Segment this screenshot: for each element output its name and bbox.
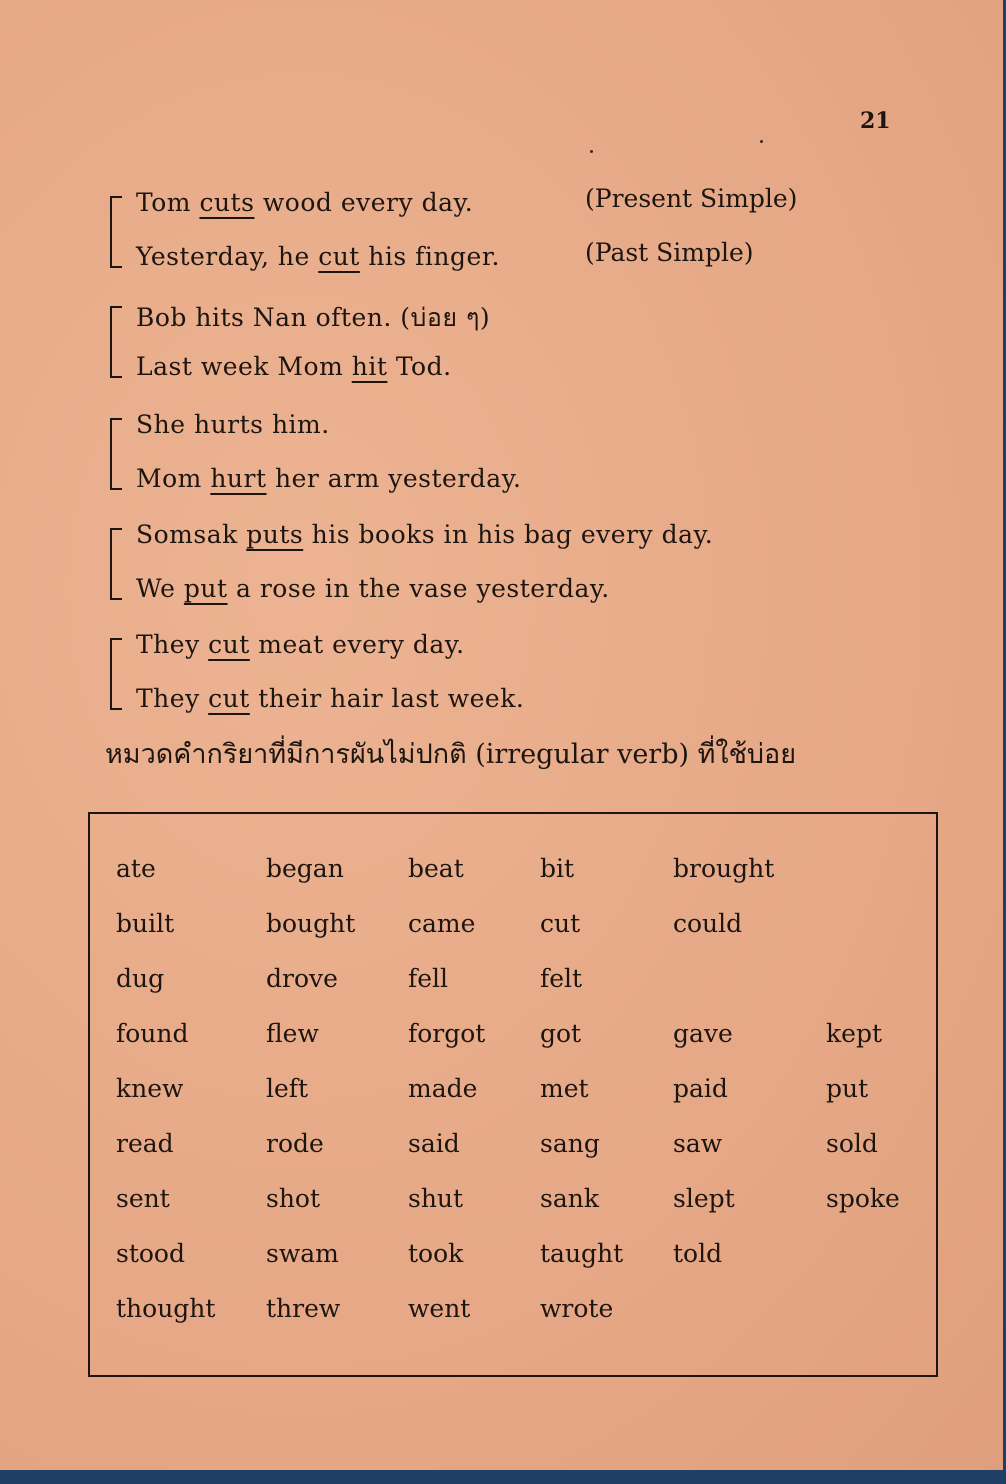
paper-speck	[590, 150, 593, 153]
verb-cell: swam	[266, 1239, 339, 1268]
example-sentence: She hurts him.	[136, 410, 330, 439]
verb-cell: shut	[408, 1184, 464, 1213]
verb-cell: began	[266, 854, 344, 883]
verb-cell: saw	[673, 1129, 723, 1158]
verb-cell: took	[408, 1239, 464, 1268]
verb-cell: drove	[266, 964, 338, 993]
verb-cell: made	[408, 1074, 478, 1103]
verb-cell: kept	[826, 1019, 882, 1048]
verb-cell: could	[673, 909, 743, 938]
example-pair-2	[110, 298, 830, 380]
paper-speck	[760, 140, 763, 143]
verb-cell: rode	[266, 1129, 324, 1158]
example-sentence: We put a rose in the vase yesterday.	[136, 574, 610, 603]
example-sentence: Yesterday, he cut his finger.	[136, 242, 500, 271]
verb-cell: sank	[540, 1184, 599, 1213]
verb-cell: slept	[673, 1184, 735, 1213]
bracket	[110, 418, 122, 490]
example-pair-3	[110, 410, 830, 492]
verb-cell: sent	[116, 1184, 170, 1213]
verb-cell: shot	[266, 1184, 321, 1213]
verb-cell: bit	[540, 854, 575, 883]
verb-cell: cut	[540, 909, 581, 938]
bracket	[110, 638, 122, 710]
irregular-verb-table	[88, 812, 938, 1377]
verb-cell: dug	[116, 964, 165, 993]
verb-cell: spoke	[826, 1184, 900, 1213]
verb-cell: sang	[540, 1129, 600, 1158]
verb-cell: paid	[673, 1074, 728, 1103]
verb-cell: gave	[673, 1019, 733, 1048]
verb-cell: felt	[540, 964, 583, 993]
verb-cell: told	[673, 1239, 723, 1268]
verb-cell: left	[266, 1074, 309, 1103]
verb-cell: brought	[673, 854, 775, 883]
verb-cell: found	[116, 1019, 189, 1048]
verb-cell: taught	[540, 1239, 624, 1268]
tense-label: (Past Simple)	[585, 238, 754, 267]
verb-cell: read	[116, 1129, 174, 1158]
verb-cell: flew	[266, 1019, 319, 1048]
verb-cell: got	[540, 1019, 582, 1048]
verb-cell: beat	[408, 854, 464, 883]
verb-cell: wrote	[540, 1294, 614, 1323]
tense-label: (Present Simple)	[585, 184, 798, 213]
example-pair-1	[110, 184, 830, 271]
example-sentence: Bob hits Nan often. (บ่อย ๆ)	[136, 303, 491, 332]
verb-cell: ate	[116, 854, 156, 883]
verb-cell: sold	[826, 1129, 878, 1158]
example-sentence: They cut meat every day.	[136, 630, 465, 659]
verb-cell: went	[408, 1294, 471, 1323]
example-sentence: Mom hurt her arm yesterday.	[136, 464, 522, 493]
verb-cell: fell	[408, 964, 449, 993]
verb-cell: bought	[266, 909, 356, 938]
verb-cell: forgot	[408, 1019, 486, 1048]
example-sentence: Last week Mom hit Tod.	[136, 352, 452, 381]
example-sentence: Somsak puts his books in his bag every day.	[136, 520, 714, 549]
example-pair-5	[110, 630, 830, 712]
example-pair-4	[110, 520, 830, 602]
example-sentence: Tom cuts wood every day.	[136, 188, 474, 217]
verb-cell: came	[408, 909, 476, 938]
verb-cell: put	[826, 1074, 869, 1103]
page-number: 21	[860, 108, 891, 134]
bracket	[110, 306, 122, 378]
verb-cell: threw	[266, 1294, 341, 1323]
verb-cell: built	[116, 909, 175, 938]
bracket	[110, 196, 122, 268]
verb-cell: met	[540, 1074, 589, 1103]
bracket	[110, 528, 122, 600]
example-sentence: They cut their hair last week.	[136, 684, 525, 713]
section-heading: หมวดคำกริยาที่มีการผันไม่ปกติ (irregular verb) ที่ใช้บ่อย	[105, 739, 797, 770]
verb-cell: said	[408, 1129, 460, 1158]
verb-cell: thought	[116, 1294, 216, 1323]
verb-cell: knew	[116, 1074, 184, 1103]
verb-cell: stood	[116, 1239, 185, 1268]
